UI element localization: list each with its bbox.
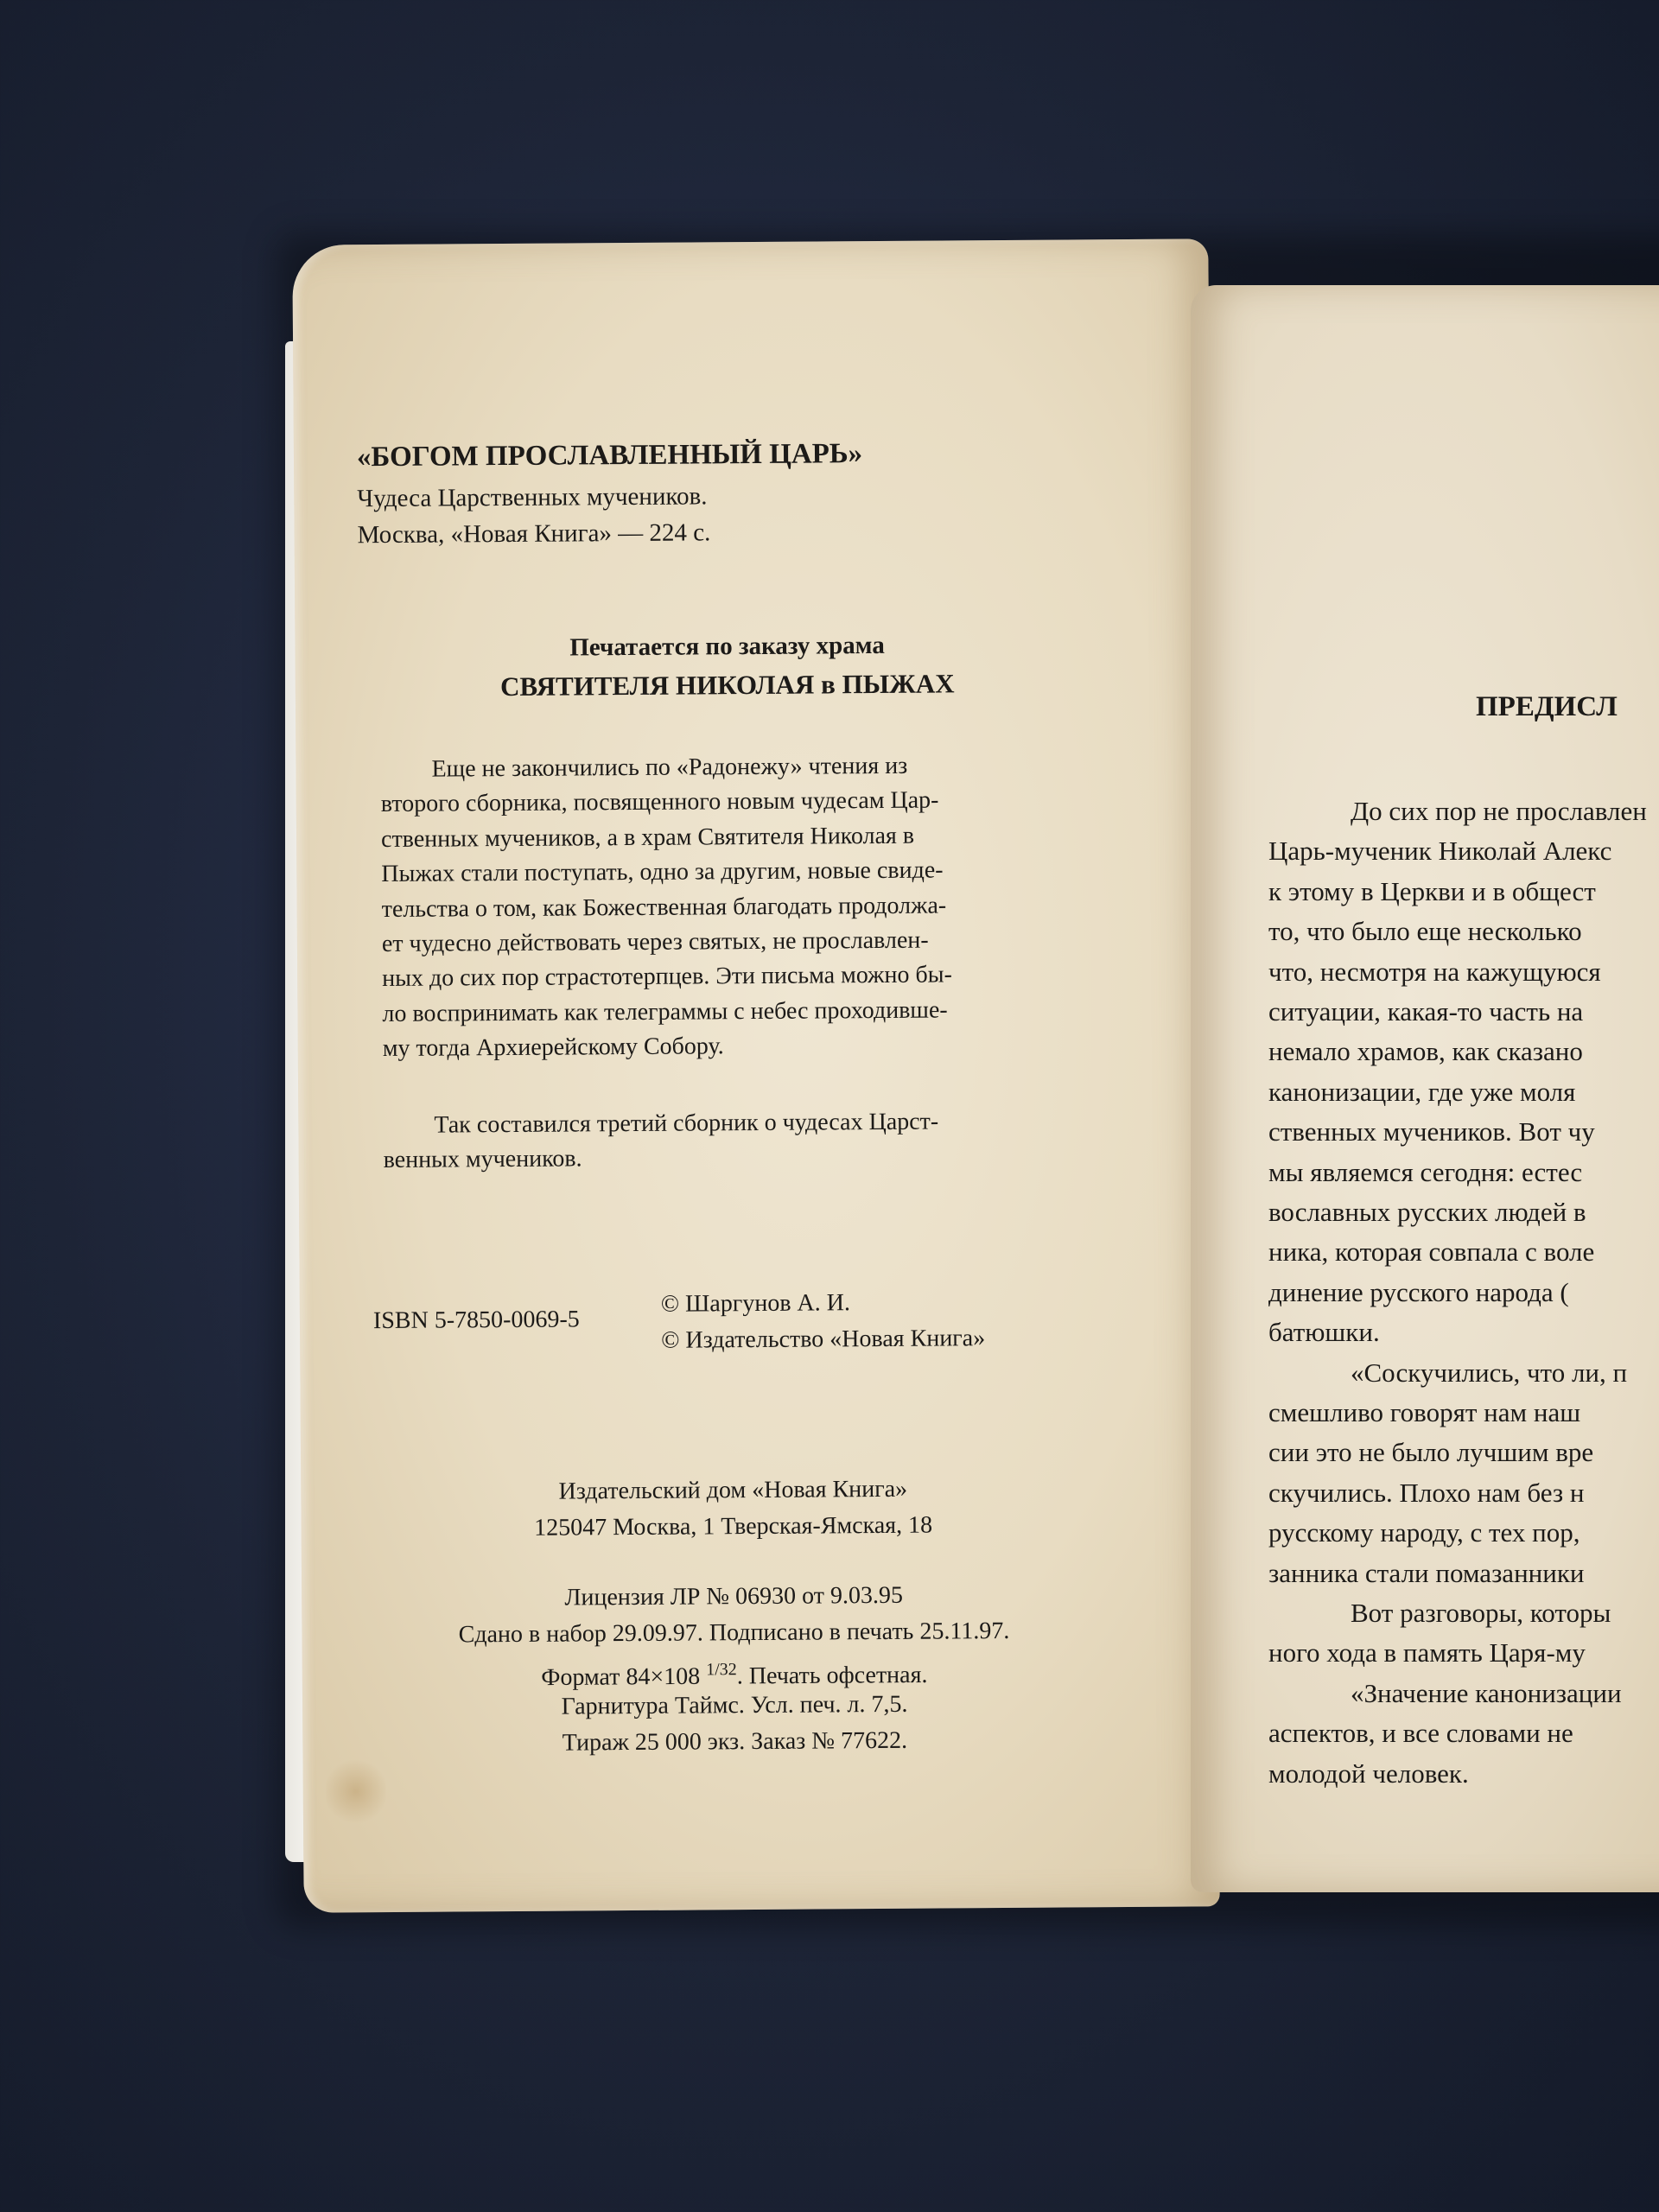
right-page-line: скучились. Плохо нам без н [1268,1477,1585,1508]
print-dates-line: Сдано в набор 29.09.97. Подписано в печать 25.11.97. [458,1617,1010,1649]
publisher-address: 125047 Москва, 1 Тверская-Ямская, 18 [534,1511,933,1541]
order-line-2: СВЯТИТЕЛЯ НИКОЛАЯ в ПЫЖАХ [499,668,955,702]
paragraph-1-line: Еще не закончились по «Радонежу» чтения из [431,752,908,783]
right-page-line: занника стали помазанники [1268,1557,1585,1588]
paragraph-1-line: ет чудесно действовать через святых, не прославлен- [381,926,929,958]
book-subtitle: Чудеса Царственных мучеников. [357,482,708,513]
right-page-line: молодой человек. [1268,1758,1469,1789]
right-page-line: До сих пор не прославлен [1351,796,1647,826]
paragraph-2 [383,1103,1075,1178]
right-page-line: Царь-мученик Николай Алекс [1268,836,1612,867]
format-fraction: 1/32 [706,1660,737,1680]
right-page-line: ственных мучеников. Вот чу [1268,1116,1595,1147]
right-page-line: канонизации, где уже моля [1268,1076,1576,1107]
paragraph-2-line: Так составился третий сборник о чудесах Царст- [434,1108,939,1139]
right-page-line: «Значение канонизации [1351,1677,1622,1708]
isbn: ISBN 5-7850-0069-5 [372,1306,580,1335]
right-page-line: что, несмотря на кажущуюся [1268,956,1601,987]
paragraph-1-line: ных до сих пор страстотерпцев. Эти письма можно бы- [382,961,952,993]
paragraph-1-line: второго сборника, посвященного новым чудесам Цар- [380,786,939,818]
right-page-line: русскому народу, с тех пор, [1268,1517,1580,1548]
paragraph-1 [380,747,1074,1066]
paragraph-2-line: венных мучеников. [383,1145,582,1174]
paragraph-1-line: ственных мучеников, а в храм Святителя Николая в [380,822,915,853]
right-page [1191,285,1659,1892]
right-page-line: ситуации, какая-то часть на [1268,996,1584,1027]
order-line-1: Печатается по заказу храма [569,631,885,662]
right-page-line: ника, которая совпала с воле [1268,1236,1595,1268]
right-page-line: сии это не было лучшим вре [1268,1437,1594,1468]
right-page-line: немало храмов, как сказано [1268,1036,1583,1067]
book-title: «БОГОМ ПРОСЛАВЛЕННЫЙ ЦАРЬ» [356,438,863,474]
book-imprint: Москва, «Новая Книга» — 224 с. [357,518,711,550]
right-page-line: «Соскучились, что ли, п [1351,1357,1628,1388]
right-page-line: динение русского народа ( [1268,1276,1569,1307]
right-page-line: ного хода в память Царя-му [1268,1637,1586,1669]
right-page-line: аспектов, и все словами не [1268,1718,1573,1749]
right-page-heading: ПРЕДИСЛ [1476,691,1618,722]
license-line: Лицензия ЛР № 06930 от 9.03.95 [564,1581,904,1611]
paragraph-1-line: тельства о том, как Божественная благодать продолжа- [381,892,947,923]
publisher-name: Издательский дом «Новая Книга» [558,1475,908,1505]
copyright-author: © Шаргунов А. И. [660,1289,851,1318]
paragraph-1-line: му тогда Архиерейскому Собору. [382,1033,724,1063]
copyright-publisher: © Издательство «Новая Книга» [661,1325,986,1354]
right-page-line: вославных русских людей в [1268,1197,1586,1227]
typeface-line: Гарнитура Таймс. Усл. печ. л. 7,5. [561,1690,908,1720]
format-prefix: Формат 84×108 [541,1662,707,1692]
left-page [292,238,1219,1912]
paragraph-1-line: Пыжах стали поступать, одно за другим, новые свиде- [381,856,944,888]
format-suffix: . Печать офсетная. [736,1661,928,1690]
right-page-line: смешливо говорят нам наш [1268,1397,1581,1427]
right-page-line: к этому в Церкви и в общест [1268,875,1596,906]
right-page-line: батюшки. [1268,1317,1380,1348]
right-page-line: мы являемся сегодня: естес [1268,1156,1583,1187]
print-run-line: Тираж 25 000 экз. Заказ № 77622. [562,1726,908,1757]
page-stain [325,1757,386,1826]
right-page-line: то, что было еще несколько [1268,916,1582,947]
paragraph-1-line: ло воспринимать как телеграммы с небес проходивше- [382,996,948,1027]
right-page-line: Вот разговоры, которы [1351,1598,1611,1628]
